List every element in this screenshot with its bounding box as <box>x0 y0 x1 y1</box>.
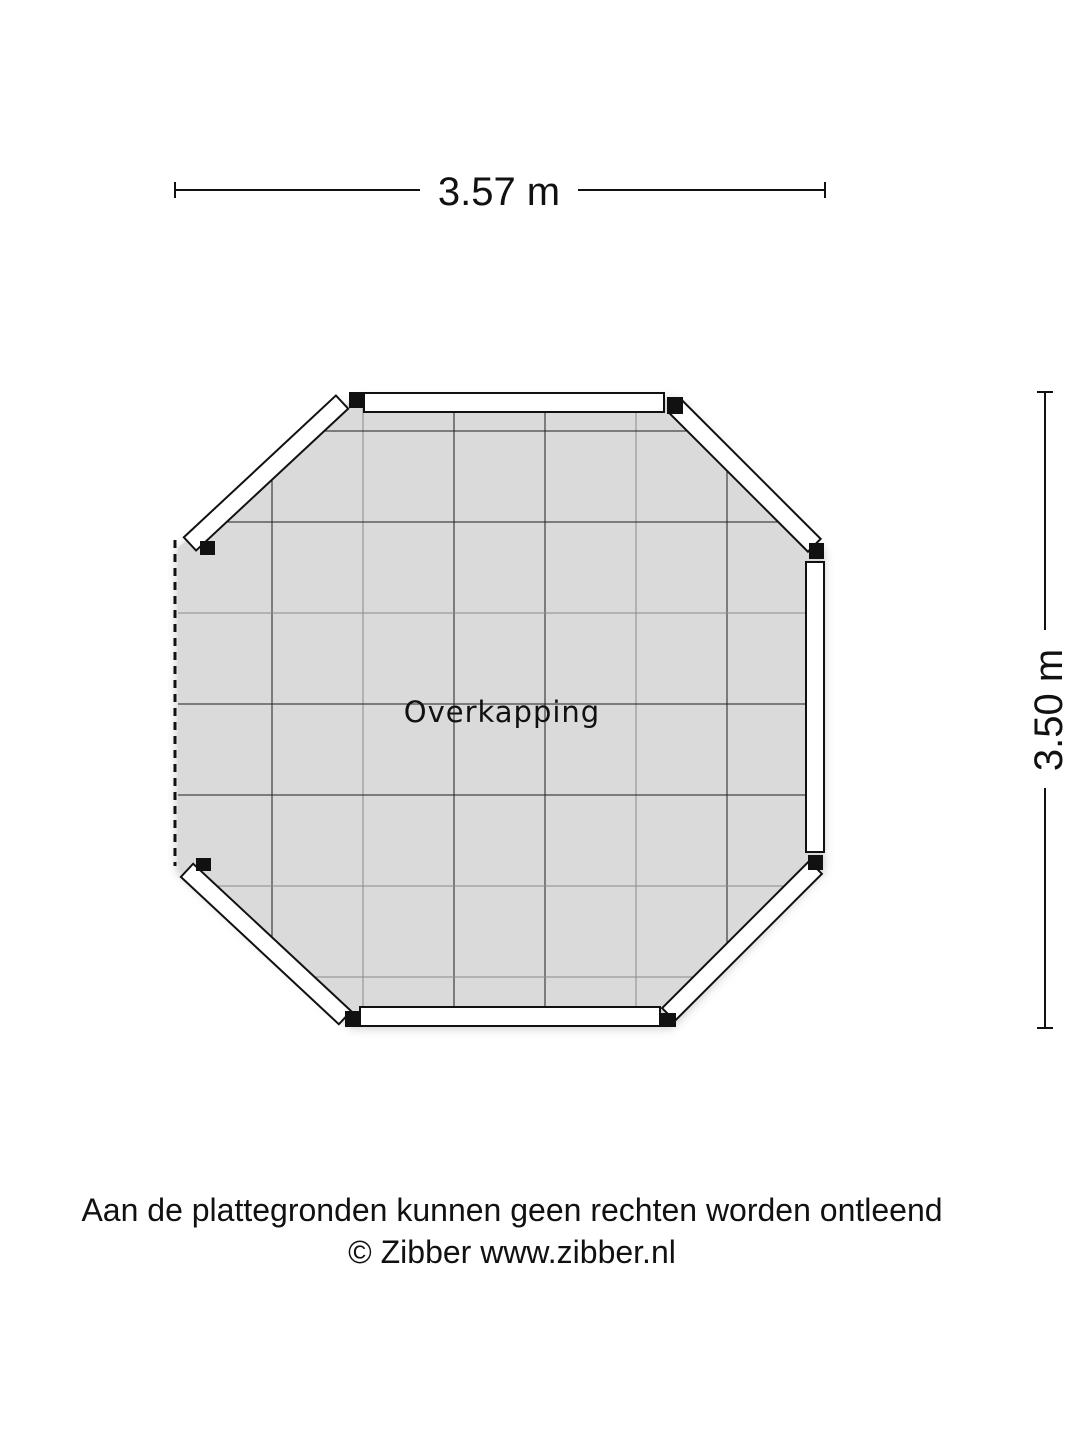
wall-right <box>806 562 824 852</box>
width-dimension-label: 3.57 m <box>437 170 561 214</box>
wall-top <box>364 393 664 412</box>
post-top-right <box>667 397 683 414</box>
copyright-text: © Zibber www.zibber.nl <box>348 1234 676 1270</box>
post-top-left <box>349 392 364 408</box>
post-right-bottom <box>808 855 823 870</box>
wall-bottom <box>360 1007 660 1026</box>
post-bottom-right <box>660 1013 676 1027</box>
post-left-bottom <box>196 858 211 871</box>
height-dimension-label: 3.50 m <box>1027 648 1071 772</box>
width-dimension <box>175 170 825 214</box>
post-bottom-left <box>345 1011 360 1027</box>
disclaimer-text: Aan de plattegronden kunnen geen rechten worden ontleend <box>81 1192 943 1228</box>
post-left-top <box>200 541 215 555</box>
height-dimension <box>1027 392 1071 1028</box>
post-right-top <box>809 543 824 559</box>
room-label: Overkapping <box>403 695 601 729</box>
